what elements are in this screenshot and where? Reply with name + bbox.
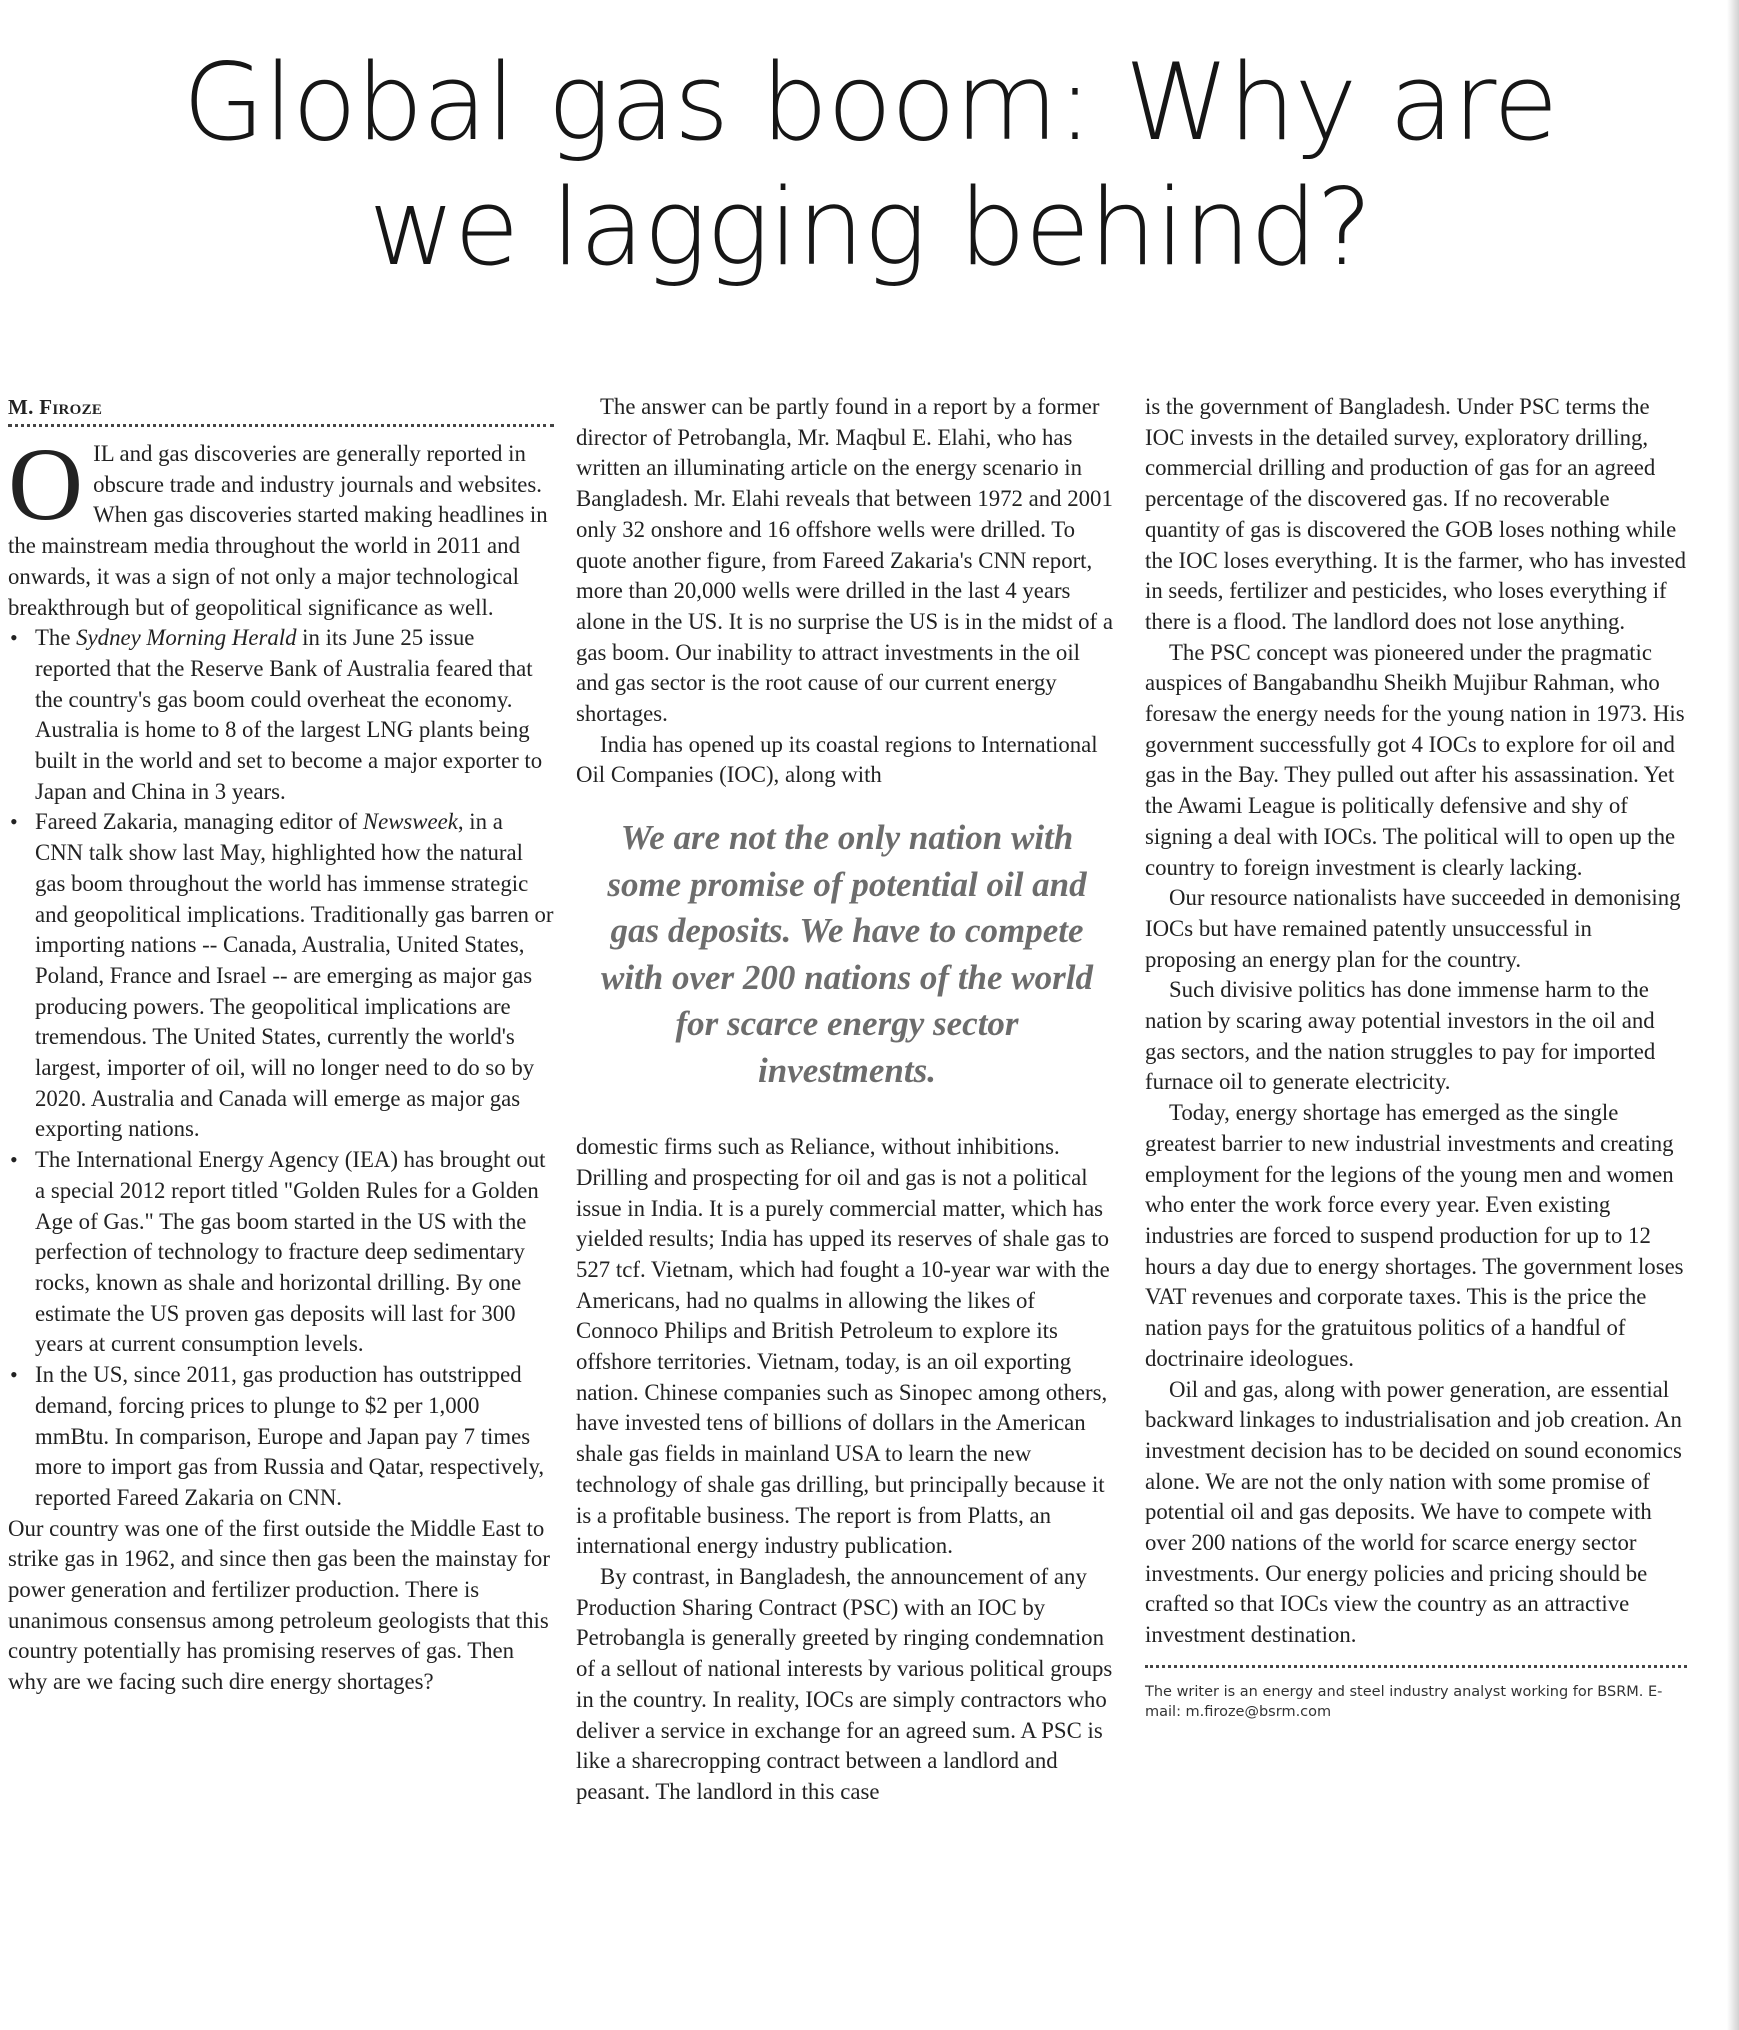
lead-text: IL and gas discoveries are generally reported in obscure trade and industry journals and websites. When gas discoveries started making headlines in the mainstream media throughout the world in 2011 and onwards, it was a sign of not only a major technological breakthrough but of geopolitical significance as well. (8, 441, 548, 620)
column-3 (1145, 392, 1687, 1722)
publication-name: Sydney Morning Herald (76, 625, 297, 651)
author-footnote: The writer is an energy and steel industry analyst working for BSRM. E-mail: m.firoze@bsrm.com (1145, 1683, 1663, 1720)
body-paragraph: Our country was one of the first outside the Middle East to strike gas in 1962, and since then gas been the mainstay for power generation and fertilizer production. There is unanimous consensus among petroleum geologists that this country potentially has promising reserves of gas. Then why are we facing such dire energy shortages? (8, 1515, 550, 1695)
body-paragraph: The answer can be partly found in a report by a former director of Petrobangla, Mr. Maqbul E. Elahi, who has written an illuminating article on the energy scenario in Bangladesh. Mr. Elahi reveals that between 1972 and 2001 only 32 onshore and 16 offshore wells were drilled. To quote another figure, from Fareed Zakaria's CNN report, more than 20,000 wells were drilled in the last 4 years alone in the US. It is no surprise the US is in the midst of a gas boom. Our inability to attract investments in the oil and gas sector is the root cause of our current energy shortages. (576, 394, 1113, 727)
bullet-item: • In the US, since 2011, gas production has outstripped demand, forcing prices to plunge to $2 per 1,000 mmBtu. In comparison, Europe and Japan pay 7 times more to import gas from Russia and Qatar, respectively, reported Fareed Zakaria on CNN. (8, 1360, 554, 1514)
bullet-text: Fareed Zakaria, managing editor of (35, 809, 363, 835)
bullet-text: , in a CNN talk show last May, highlighted how the natural gas boom throughout the world has immense strategic and geopolitical implications. Traditionally gas barren or importing nations -- Canada, Australia, United States, Poland, France and Israel -- are emerging as major gas producing powers. The geopolitical implications are tremendous. The United States, currently the world's largest, importer of oil, will no longer need to do so by 2020. Australia and Canada will emerge as major gas exporting nations. (35, 809, 554, 1142)
body-paragraph: Our resource nationalists have succeeded in demonising IOCs but have remained patently unsuccessful in proposing an energy plan for the country. (1145, 885, 1681, 972)
body-paragraph: Oil and gas, along with power generation, are essential backward linkages to industrialisation and job creation. An investment decision has to be decided on sound economics alone. We are not the only nation with some promise of potential oil and gas deposits. We have to compete with over 200 nations of the world for scarce energy sector investments. Our energy policies and pricing should be crafted so that IOCs view the country as an attractive investment destination. (1145, 1376, 1682, 1648)
publication-name: Newsweek (362, 809, 458, 835)
bullet-item: • The International Energy Agency (IEA) has brought out a special 2012 report titled "Golden Rules for a Golden Age of Gas." The gas boom started in the US with the perfection of technology to fracture deep sedimentary rocks, known as shale and horizontal drilling. By one estimate the US proven gas deposits will last for 300 years at current consumption levels. (8, 1145, 554, 1360)
body-paragraph: By contrast, in Bangladesh, the announcement of any Production Sharing Contract (PSC) with an IOC by Petrobangla is generally greeted by ringing condemnation of a sellout of national interests by various political groups in the country. In reality, IOCs are simply contractors who deliver a service in exchange for an agreed sum. A PSC is like a sharecropping contract between a landlord and peasant. The landlord in this case (576, 1563, 1113, 1804)
page-edge-shadow (1727, 0, 1739, 2030)
column-2 (576, 392, 1118, 1808)
body-paragraph: Today, energy shortage has emerged as the single greatest barrier to new industrial investments and creating employment for the legions of the young men and women who enter the work force every year. Even existing industries are forced to suspend production for up to 12 hours a day due to energy shortages. The government loses VAT revenues and corporate taxes. This is the price the nation pays for the gratuitous politics of a handful of doctrinaire ideologues. (1145, 1100, 1684, 1371)
byline: M. Firoze (8, 392, 554, 427)
body-paragraph: is the government of Bangladesh. Under PSC terms the IOC invests in the detailed survey, exploratory drilling, commercial drilling and production of gas for an agreed percentage of the discovered gas. If no recoverable quantity of gas is discovered the GOB loses nothing while the IOC loses everything. It is the farmer, who has invested in seeds, fertilizer and pesticides, who loses everything if there is a flood. The landlord does not lose anything. (1145, 394, 1687, 634)
bullet-text: in its June 25 issue reported that the Reserve Bank of Australia feared that the country's gas boom could overheat the economy. Australia is home to 8 of the largest LNG plants being built in the world and set to become a major exporter to Japan and China in 3 years. (35, 625, 543, 804)
lead-paragraph (8, 427, 554, 623)
pull-quote: We are not the only nation with some promise of potential oil and gas deposits. We have to compete with over 200 nations of the world for scarce energy sector investments. (600, 818, 1094, 1090)
headline-line-1: Global gas boom: Why are (182, 41, 1558, 164)
column-1 (8, 392, 554, 1698)
drop-cap: O (8, 427, 84, 542)
bullet-item (8, 807, 554, 1145)
body-paragraph: domestic firms such as Reliance, without inhibitions. Drilling and prospecting for oil and gas is not a political issue in India. It is a purely commercial matter, which has yielded results; India has upped its reserves of shale gas to 527 tcf. Vietnam, which had fought a 10-year war with the Americans, had no qualms in allowing the likes of Connoco Philips and British Petroleum to explore its offshore territories. Vietnam, today, is an oil exporting nation. Chinese companies such as Sinopec among others, have invested tens of billions of dollars in the American shale gas fields in mainland USA to learn the new technology of shale gas drilling, but principally because it is a profitable business. The report is from Platts, an international energy industry publication. (576, 1134, 1110, 1559)
headline-line-2: we lagging behind? (368, 166, 1372, 289)
bullet-list (8, 623, 554, 1513)
headline (100, 40, 1640, 290)
body-paragraph: The PSC concept was pioneered under the pragmatic auspices of Bangabandhu Sheikh Mujibur Rahman, who foresaw the energy needs for the young nation in 1973. His government successfully got 4 IOCs to explore for oil and gas in the Bay. They pulled out after his assassination. Yet the Awami League is politically defensive and shy of signing a deal with IOCs. The political will to open up the country to foreign investment is clearly lacking. (1145, 639, 1685, 880)
bullet-item (8, 623, 554, 807)
footer-divider (1145, 1665, 1687, 1668)
body-paragraph: India has opened up its coastal regions to International Oil Companies (IOC), along with (576, 731, 1098, 788)
body-paragraph: Such divisive politics has done immense harm to the nation by scaring away potential investors in the oil and gas sectors, and the nation struggles to pay for imported furnace oil to generate electricity. (1145, 977, 1656, 1095)
bullet-text: The (35, 625, 77, 651)
